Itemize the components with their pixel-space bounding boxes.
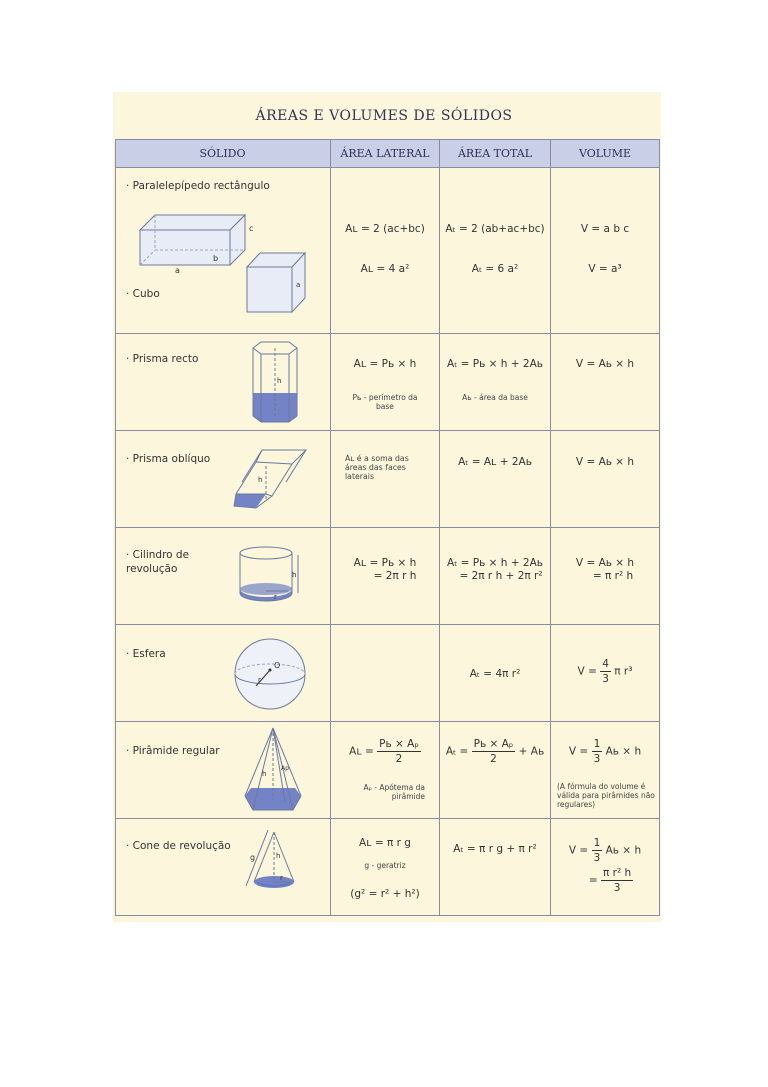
header-area-lateral: ÁREA LATERAL xyxy=(331,139,439,167)
slant-label: g xyxy=(250,853,256,862)
header-area-total: ÁREA TOTAL xyxy=(440,139,550,167)
solid-name-cubo: · Cubo xyxy=(126,288,160,300)
lateral-cilindro-2: = 2π r h xyxy=(373,570,417,582)
fraction-denominator: 2 xyxy=(395,753,403,765)
fraction-denominator: 2 xyxy=(490,753,497,765)
total-cilindro-1: Aₜ = Pь × h + 2Aь xyxy=(447,557,543,569)
grid-line xyxy=(115,527,659,528)
total-cubo: Aₜ = 6 a² xyxy=(471,263,519,275)
volume-esfera-lhs: V = xyxy=(577,665,597,678)
fraction-numerator: Pь × Aₚ xyxy=(473,738,514,750)
center-label: O xyxy=(274,661,281,670)
edge-label-a: a xyxy=(175,266,180,275)
volume-prisma-recto: V = Aь × h xyxy=(575,358,635,370)
note-soma-faces: Aʟ é a soma das áreas das faces laterais xyxy=(345,454,409,481)
total-prisma-obliquo: Aₜ = Aʟ + 2Aь xyxy=(458,456,532,468)
volume-piramide xyxy=(551,737,659,766)
radius-label: r xyxy=(274,593,277,601)
note-formula-volume: (A fórmula do volume é válida para pirâmides não regulares) xyxy=(557,782,655,809)
fraction-denominator: 3 xyxy=(593,852,601,864)
fraction xyxy=(377,737,421,766)
solid-name-piramide: · Pirâmide regular xyxy=(126,745,220,757)
grid-line xyxy=(115,430,659,431)
note-area-base: Aь - área da base xyxy=(462,393,528,402)
fraction xyxy=(601,866,633,895)
lateral-piramide-lhs: Aʟ = xyxy=(349,745,374,758)
lateral-cone: Aʟ = π r g xyxy=(359,837,411,849)
total-cilindro-2: = 2π r h + 2π r² xyxy=(459,570,543,582)
header-solido: SÓLIDO xyxy=(115,139,330,167)
height-label: h xyxy=(258,476,263,484)
apothem-label: Ap xyxy=(281,765,289,772)
volume-esfera xyxy=(551,657,659,686)
radius-label: r xyxy=(258,676,261,684)
fraction-denominator: 3 xyxy=(593,753,601,765)
sphere-figure xyxy=(232,636,308,712)
lateral-paralelepipedo: Aʟ = 2 (ac+bc) xyxy=(345,223,425,235)
grid-line xyxy=(115,624,659,625)
edge-label-c: c xyxy=(249,224,254,233)
volume-esfera-rhs: π r³ xyxy=(614,665,633,678)
grid-line xyxy=(115,167,659,168)
grid-line xyxy=(659,139,660,916)
volume-cubo: V = a³ xyxy=(588,263,622,275)
total-prisma-recto: Aₜ = Pь × h + 2Aь xyxy=(447,358,543,370)
total-piramide-rhs: + Aь xyxy=(518,745,545,758)
grid-line xyxy=(115,915,659,916)
height-label: h xyxy=(292,571,297,579)
solid-name-esfera: · Esfera xyxy=(126,648,166,660)
solid-name-prisma-obliquo: · Prisma oblíquo xyxy=(126,453,211,465)
height-label: h xyxy=(277,377,282,385)
pyramid-figure xyxy=(243,726,303,814)
page-title: ÁREAS E VOLUMES DE SÓLIDOS xyxy=(255,108,513,124)
fraction-numerator: 1 xyxy=(593,738,601,750)
height-label: h xyxy=(262,770,267,778)
grid-line xyxy=(115,721,659,722)
volume-cone-lhs: V = xyxy=(568,844,589,857)
fraction-numerator: 1 xyxy=(593,837,601,849)
oblique-prism-figure xyxy=(232,446,310,512)
note-apotema: Aₚ - Apótema da pirâmide xyxy=(363,783,425,801)
grid-line xyxy=(115,333,659,334)
relation-cone: (g² = r² + h²) xyxy=(350,888,420,900)
note-perimetro: Pь - perímetro da base xyxy=(352,393,418,411)
total-piramide xyxy=(440,737,550,766)
right-prism-figure xyxy=(245,338,305,424)
volume-piramide-lhs: V = xyxy=(568,745,589,758)
edge-label-b: b xyxy=(213,254,219,263)
total-piramide-lhs: Aₜ = xyxy=(445,745,469,758)
cone-figure xyxy=(238,828,308,894)
fraction-numerator: 4 xyxy=(602,658,609,670)
radius-label: r xyxy=(280,874,283,882)
total-paralelepipedo: Aₜ = 2 (ab+ac+bc) xyxy=(445,223,545,235)
volume-cone-rhs: Aь × h xyxy=(605,844,642,857)
fraction xyxy=(592,836,603,865)
solid-name-prisma-recto: · Prisma recto xyxy=(126,353,199,365)
edge-label-cube: a xyxy=(296,281,301,289)
lateral-cubo: Aʟ = 4 a² xyxy=(360,263,410,275)
volume-cone-2-lhs: = xyxy=(588,874,598,887)
fraction-denominator: 3 xyxy=(613,882,621,894)
volume-prisma-obliquo: V = Aь × h xyxy=(575,456,635,468)
fraction xyxy=(600,657,611,686)
volume-cone-2 xyxy=(571,866,651,895)
grid-line xyxy=(115,139,659,140)
volume-piramide-rhs: Aь × h xyxy=(605,745,642,758)
grid-line xyxy=(115,818,659,819)
cuboid-and-cube-figure xyxy=(135,195,315,315)
height-label: h xyxy=(276,852,281,860)
fraction-numerator: Pь × Aₚ xyxy=(379,738,419,750)
cylinder-figure xyxy=(236,545,302,605)
volume-cilindro-2: = π r² h xyxy=(592,570,634,582)
fraction xyxy=(592,737,603,766)
note-geratriz: g - geratriz xyxy=(364,861,406,870)
lateral-cilindro-1: Aʟ = Pь × h xyxy=(353,557,417,569)
volume-paralelepipedo: V = a b c xyxy=(580,223,630,235)
lateral-piramide xyxy=(331,737,439,766)
fraction xyxy=(472,737,516,766)
volume-cone xyxy=(551,836,659,865)
lateral-prisma-recto: Aʟ = Pь × h xyxy=(353,358,417,370)
fraction-numerator: π r² h xyxy=(602,867,632,879)
header-volume: VOLUME xyxy=(551,139,659,167)
total-cone: Aₜ = π r g + π r² xyxy=(453,843,537,855)
volume-cilindro-1: V = Aь × h xyxy=(575,557,635,569)
solid-name-cilindro: · Cilindro de revolução xyxy=(126,549,190,575)
solid-name-paralelepipedo: · Paralelepípedo rectângulo xyxy=(126,180,270,192)
solid-name-cone: · Cone de revolução xyxy=(126,840,231,852)
fraction-denominator: 3 xyxy=(602,673,609,685)
total-esfera: Aₜ = 4π r² xyxy=(469,668,521,680)
